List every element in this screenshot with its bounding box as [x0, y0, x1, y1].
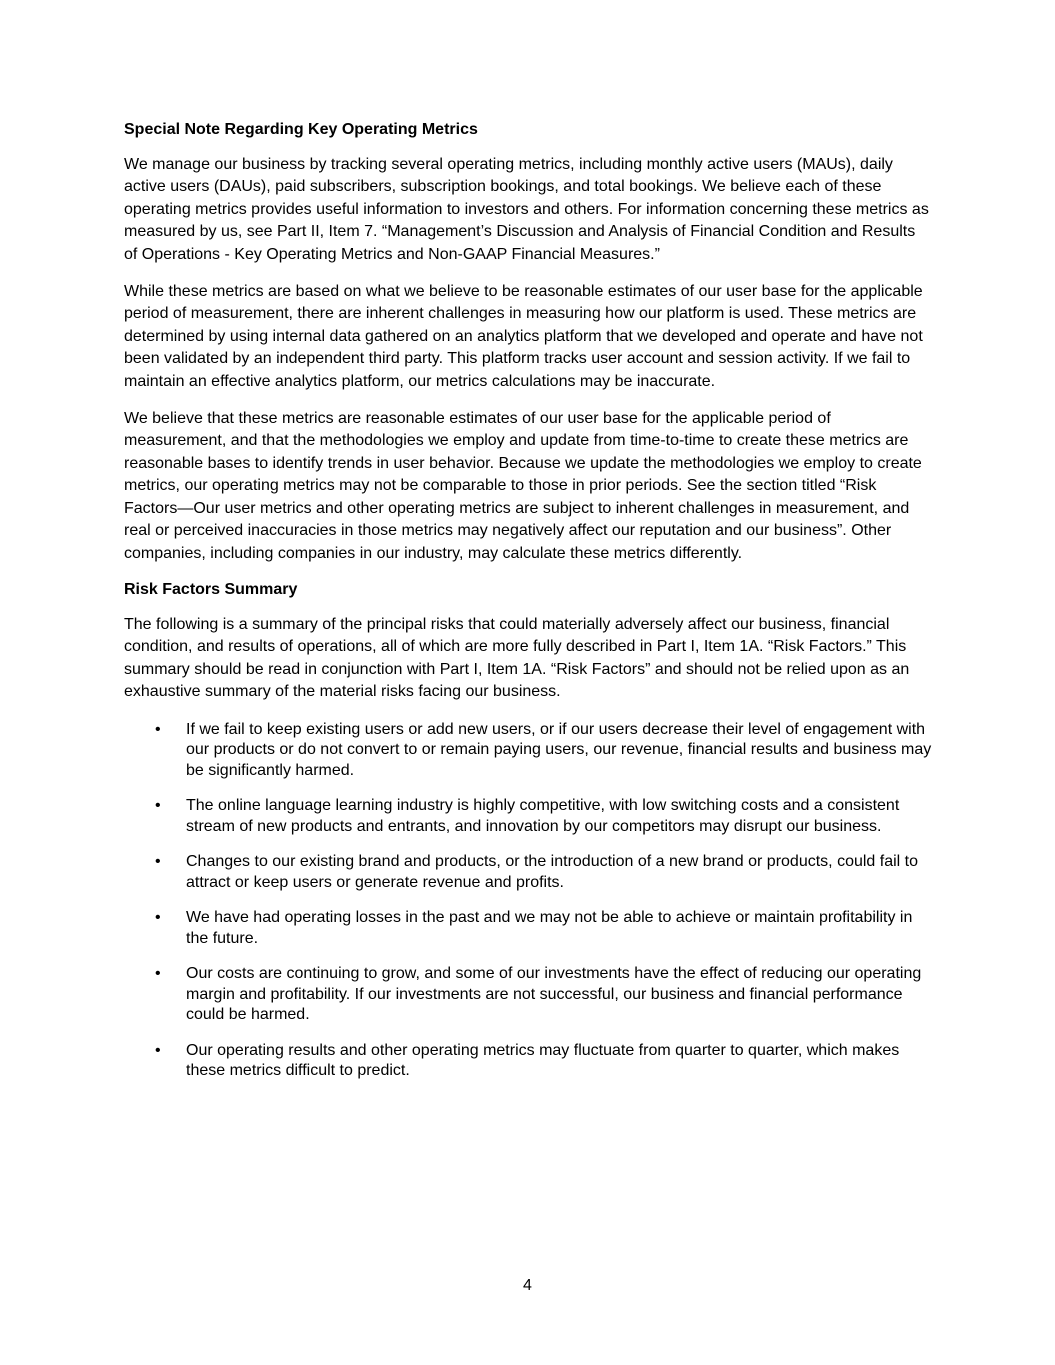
bullet-text: Our costs are continuing to grow, and some of our investments have the effect of reducing our operating margin and profitability. If our investments are not successful, our business and financial performance could be harmed. — [186, 965, 922, 1024]
page-number: 4 — [523, 1277, 532, 1294]
list-item — [124, 908, 932, 949]
list-item — [124, 796, 932, 837]
bullet-icon: • — [155, 1041, 161, 1059]
bullet-icon: • — [155, 853, 161, 871]
document-page — [124, 119, 932, 1097]
paragraph-metrics-methodology: We believe that these metrics are reasonable estimates of our user base for the applicable period of measurement, and that the methodologies we employ and update from time-to-time to create these metrics are reasonable bases to identify trends in user behavior. Because we update the methodologies we employ to create metrics, our operating metrics may not be comparable to those in prior periods. See the section titled “Risk Factors—Our user metrics and other operating metrics are subject to inherent challenges in measurement, and real or perceived inaccuracies in those metrics may negatively affect our reputation and our business”. Other companies, including companies in our industry, may calculate these metrics differently. — [124, 410, 922, 562]
bullet-icon: • — [155, 720, 161, 738]
list-item — [124, 852, 932, 893]
bullet-icon: • — [155, 909, 161, 927]
list-item — [124, 720, 932, 782]
bullet-icon: • — [155, 965, 161, 983]
bullet-text: The online language learning industry is highly competitive, with low switching costs and a consistent stream of new products and entrants, and innovation by our competitors may disrupt our business. — [186, 797, 900, 835]
paragraph-metrics-overview: We manage our business by tracking several operating metrics, including monthly active users (MAUs), daily active users (DAUs), paid subscribers, subscription bookings, and total bookings. We believe each of these operating metrics provides useful information to investors and others. For information concerning these metrics as measured by us, see Part II, Item 7. “Management’s Discussion and Analysis of Financial Condition and Results of Operations - Key Operating Metrics and Non-GAAP Financial Measures.” — [124, 156, 929, 263]
section-heading-risk-summary: Risk Factors Summary — [124, 580, 298, 598]
section-heading-key-metrics: Special Note Regarding Key Operating Metrics — [124, 121, 478, 138]
list-item — [124, 964, 932, 1026]
bullet-text: Our operating results and other operating metrics may fluctuate from quarter to quarter, which makes these metrics difficult to predict. — [186, 1041, 900, 1080]
bullet-text: If we fail to keep existing users or add new users, or if our users decrease their level of engagement with our products or do not convert to or remain paying users, our revenue, financial results and business may be significantly harmed. — [186, 720, 932, 779]
bullet-text: Changes to our existing brand and products, or the introduction of a new brand or products, could fail to attract or keep users or generate revenue and profits. — [186, 853, 918, 891]
paragraph-metrics-challenges: While these metrics are based on what we believe to be reasonable estimates of our user base for the applicable period of measurement, there are inherent challenges in measuring how our platform is used. These metrics are determined by using internal data gathered on an analytics platform that we developed and operate and have not been validated by an independent third party. This platform tracks user account and session activity. If we fail to maintain an effective analytics platform, our metrics calculations may be inaccurate. — [124, 283, 923, 390]
bullet-icon: • — [155, 797, 161, 815]
paragraph-risk-intro: The following is a summary of the principal risks that could materially adversely affect our business, financial condition, and results of operations, all of which are more fully described in Part I, Item 1A. “Risk Factors.” This summary should be read in conjunction with Part I, Item 1A. “Risk Factors” and should not be relied upon as an exhaustive summary of the material risks facing our business. — [124, 615, 910, 701]
list-item — [124, 1041, 932, 1082]
risk-bullet-list — [124, 720, 932, 1082]
bullet-text: We have had operating losses in the past and we may not be able to achieve or maintain profitability in the future. — [186, 909, 913, 947]
